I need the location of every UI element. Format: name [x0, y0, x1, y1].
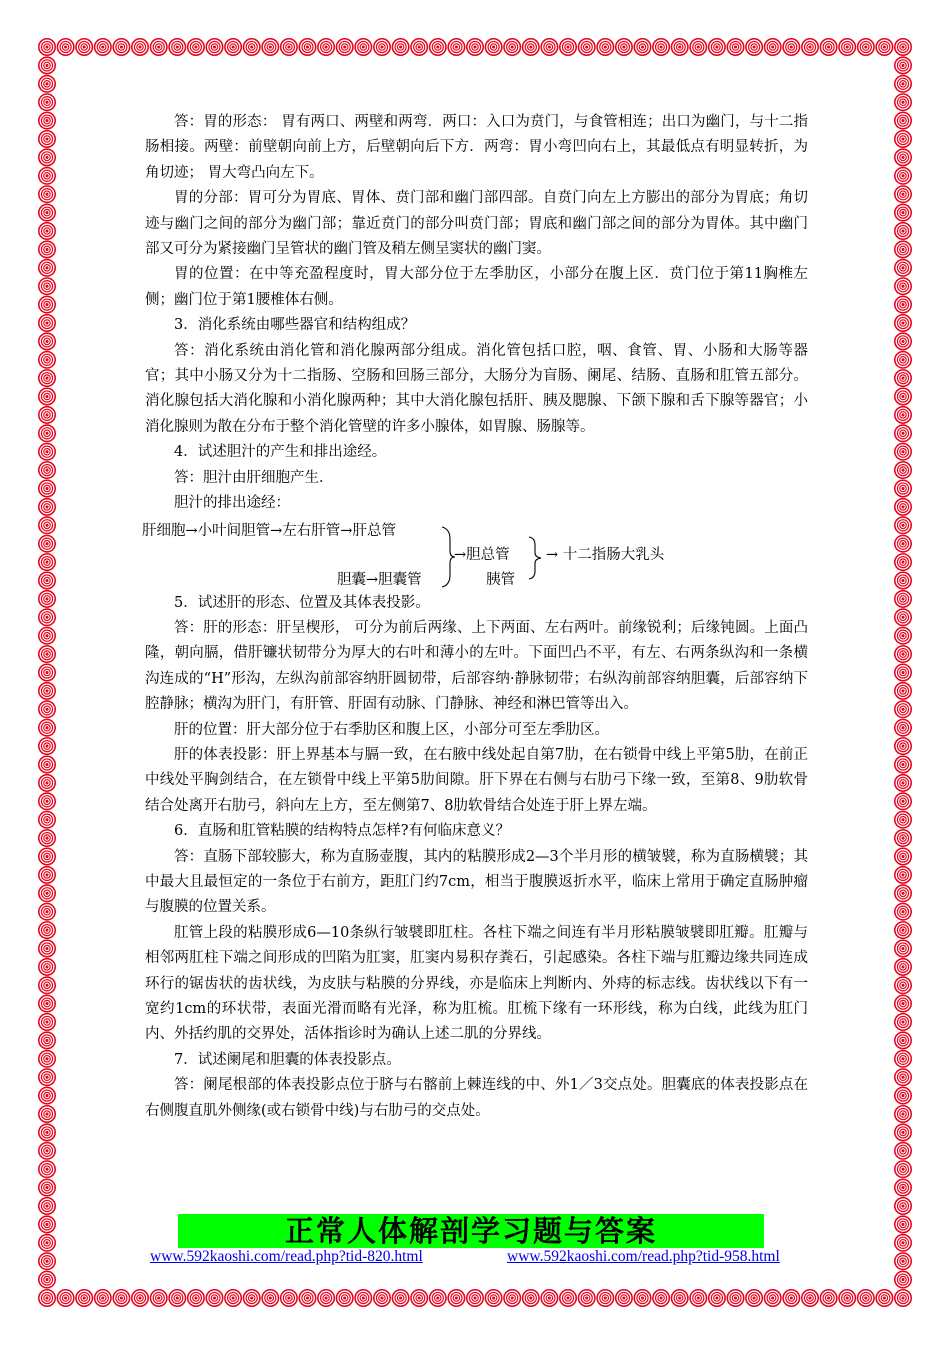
bile-flow-diagram [142, 519, 808, 591]
paragraph: 答：阑尾根部的体表投影点位于脐与右髂前上棘连线的中、外1／3交点处。胆囊底的体表投影点在右侧腹直肌外侧缘(或右锁骨中线)与右肋弓的交点处。 [145, 1077, 808, 1119]
flow-bottom-row: 胆囊→胆囊管 [337, 571, 422, 588]
paragraph: 答：胆汁由肝细胞产生． [174, 469, 334, 486]
question-heading: 3．消化系统由哪些器官和结构组成？ [174, 317, 416, 334]
footer-links [150, 1248, 810, 1268]
paragraph: 答：胃的形态： 胃有两口、两壁和两弯．两口：入口为贲门，与食管相连；出口为幽门，与十二指肠相接。两壁：前壁朝向前上方，后壁朝向后下方．两弯：胃小弯凹向右上，其最低点有明显转折，为角切迹； 胃大弯凸向左下。 [145, 114, 808, 181]
flow-bracket-right [527, 535, 543, 581]
paragraph: 肝的体表投影：肝上界基本与膈一致，在右腋中线处起自第7肋，在右锁骨中线上平第5肋，在前正中线处平胸剑结合，在左锁骨中线上平第5肋间隙。肝下界在右侧与右肋弓下缘一致，至第8、9肋软骨结合处离开右肋弓，斜向左上方，至左侧第7、8肋软骨结合处连于肝上界左端。 [145, 746, 808, 814]
paragraph: 肛管上段的粘膜形成6—10条纵行皱襞即肛柱。各柱下端之间连有半月形粘膜皱襞即肛瓣。肛瓣与相邻两肛柱下端之间形成的凹陷为肛窦，肛窦内易积存粪石，引起感染。各柱下端与肛瓣边缘共同连成环行的锯齿状的齿状线，为皮肤与粘膜的分界线，亦是临床上判断内、外痔的标志线。齿状线以下有一宽约1cm的环状带，表面光滑而略有光泽，称为肛梳。肛梳下缘有一环形线，称为白线，此线为肛门内、外括约肌的交界处，活体指诊时为确认上述二肌的分界线。 [145, 924, 808, 1043]
paragraph: 答：消化系统由消化管和消化腺两部分组成。消化管包括口腔，咽、食管、胃、小肠和大肠等器官；其中小肠又分为十二指肠、空肠和回肠三部分，大肠分为盲肠、阑尾、结肠、直肠和肛管五部分。消化腺包括大消化腺和小消化腺两种；其中大消化腺包括肝、胰及腮腺、下颌下腺和舌下腺等器官；小消化腺则为散在分布于整个消化管壁的许多小腺体，如胃腺、肠腺等。 [145, 342, 808, 435]
link-tid-958[interactable]: www.592kaoshi.com/read.php?tid-958.html [507, 1248, 780, 1265]
paragraph: 胃的分部：胃可分为胃底、胃体、贲门部和幽门部四部。自贲门向左上方膨出的部分为胃底；角切迹与幽门之间的部分为幽门部；靠近贲门的部分叫贲门部；胃底和幽门部之间的部分为胃体。其中幽门部又可分为紧接幽门呈管状的幽门管及稍左侧呈窦状的幽门窦。 [145, 190, 808, 258]
paragraph: 肝的位置：肝大部分位于右季肋区和腹上区，小部分可至左季肋区。 [174, 721, 609, 738]
title-banner: 正常人体解剖学习题与答案 [178, 1214, 764, 1248]
paragraph: 胃的位置：在中等充盈程度时，胃大部分位于左季肋区，小部分在腹上区．贲门位于第11胸椎左侧；幽门位于第1腰椎体右侧。 [145, 266, 808, 308]
flow-pancreatic-duct: 胰管 [486, 571, 515, 588]
paragraph: 答：直肠下部较膨大，称为直肠壶腹，其内的粘膜形成2—3个半月形的横皱襞，称为直肠横襞；其中最大且最恒定的一条位于右前方，距肛门约7cm，相当于腹膜返折水平，临床上常用于确定直肠肿瘤与腹膜的位置关系。 [145, 848, 808, 916]
question-heading: 7．试述阑尾和胆囊的体表投影点。 [174, 1051, 401, 1068]
flow-common-bile-duct: →胆总管 [454, 546, 510, 563]
question-heading: 5．试述肝的形态、位置及其体表投影。 [174, 594, 430, 611]
question-heading: 6．直肠和肛管粘膜的结构特点怎样?有何临床意义？ [174, 823, 510, 840]
flow-result: → 十二指肠大乳头 [546, 546, 665, 563]
document-body [142, 110, 808, 1124]
paragraph: 胆汁的排出途经： [174, 495, 290, 512]
link-tid-820[interactable]: www.592kaoshi.com/read.php?tid-820.html [150, 1248, 423, 1265]
paragraph: 答：肝的形态：肝呈楔形， 可分为前后两缘、上下两面、左右两叶。前缘锐利；后缘钝圆。上面凸隆，朝向膈，借肝镰状韧带分为厚大的右叶和薄小的左叶。下面凹凸不平，有左、右两条纵沟和一条横沟连成的“H”形沟，左纵沟前部容纳肝圆韧带，后部容纳·静脉韧带；右纵沟前部容纳胆囊，后部容纳下腔静脉；横沟为肝门，有肝管、肝固有动脉、门静脉、神经和淋巴管等出入。 [145, 619, 808, 713]
flow-top-row: 肝细胞→小叶间胆管→左右肝管→肝总管 [142, 522, 396, 539]
question-heading: 4．试述胆汁的产生和排出途经。 [174, 444, 387, 461]
